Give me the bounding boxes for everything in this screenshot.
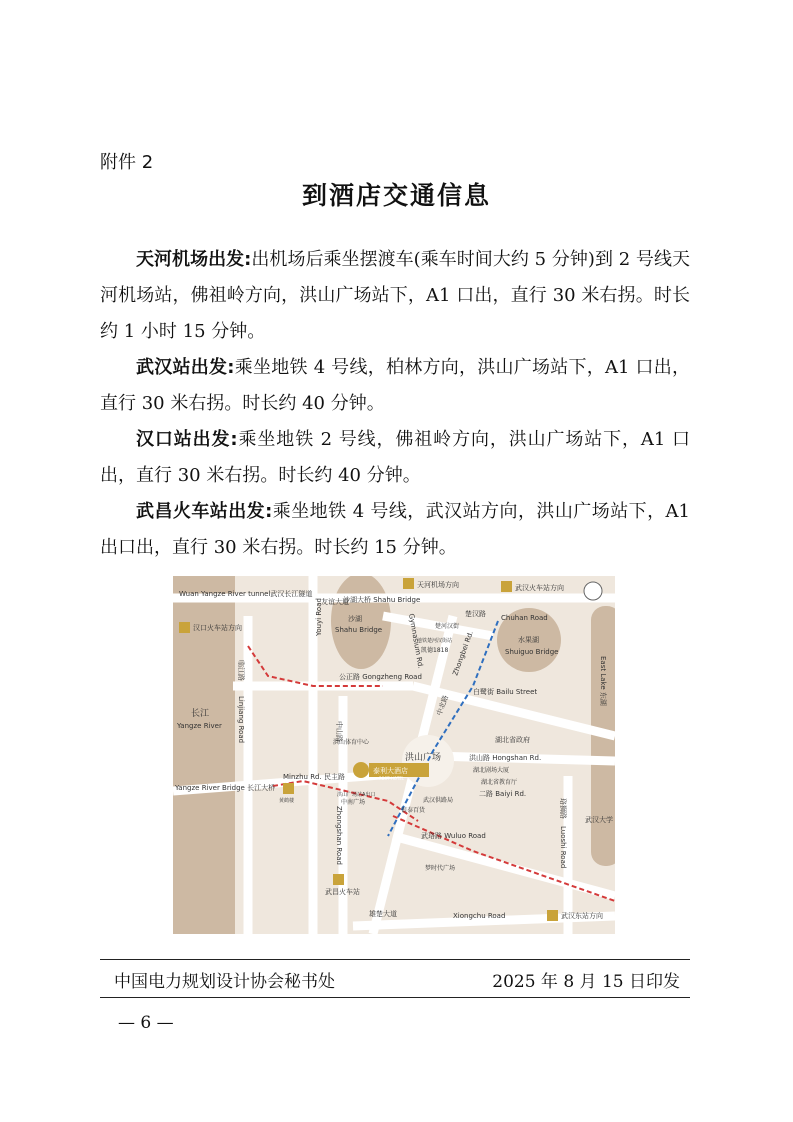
- map-label: 武昌火车站: [325, 888, 360, 896]
- train-icon: [501, 581, 512, 592]
- route-text: 出机场后乘坐摆渡车(乘车时间大约 5 分钟)到 2 号线天河机场站，佛祖岭方向，洪山广场站下，A1 口出，直行 30 米右拐。时长约 1 小时 15 分钟。: [100, 249, 690, 342]
- map-label: 中北路: [435, 694, 451, 717]
- map-label: 洪山广场: [405, 753, 442, 763]
- hotel-name-en: POST HOTEL: [379, 776, 405, 781]
- map-label: 水果湖: [518, 636, 539, 644]
- route-paragraph: [100, 494, 690, 566]
- map-canvas: [173, 576, 615, 934]
- route-text: 乘坐地铁 2 号线，佛祖岭方向，洪山广场站下，A1 口出，直行 30 米右拐。时长约 40 分钟。: [100, 429, 690, 486]
- map-label: 汉口火车站方向: [193, 624, 242, 632]
- map-label: 梦时代广场: [425, 865, 456, 872]
- map-label: 二路 Baiyi Rd.: [479, 790, 527, 798]
- map-label: Xiongchu Road: [453, 912, 506, 920]
- airport-icon: [403, 578, 414, 589]
- map-label: 沙湖大桥 Shahu Bridge: [343, 596, 421, 604]
- map-label: Yangze River Bridge 长江大桥: [175, 784, 276, 792]
- map-label: 公正路 Gongzheng Road: [339, 673, 422, 681]
- footer-date: 2025 年 8 月 15 日印发: [492, 972, 680, 992]
- train-icon: [547, 910, 558, 921]
- page-title: 到酒店交通信息: [301, 181, 491, 210]
- route-lead: 武昌火车站出发:: [136, 501, 273, 522]
- transit-map: [173, 576, 615, 934]
- page-number: — 6 —: [118, 1013, 174, 1033]
- map-label: Chuhan Road: [501, 614, 548, 622]
- map-label: 洪山体育中心: [333, 739, 370, 746]
- map-label: Linjiang Road: [237, 696, 245, 744]
- map-label: 洪山广场站A出口: [337, 792, 376, 798]
- route-paragraph: [100, 350, 690, 422]
- attachment-label: 附件 2: [100, 152, 154, 173]
- map-label: 中山路: [335, 721, 343, 742]
- footer-divider-bottom: [100, 997, 690, 998]
- hotel-marker: [353, 762, 369, 778]
- map-label: Gymnasium Rd.: [407, 612, 425, 670]
- map-label: 临江路: [237, 660, 245, 681]
- metro-line-red-east: [393, 816, 615, 901]
- route-paragraph: [100, 422, 690, 494]
- route-lead: 天河机场出发:: [136, 249, 252, 270]
- map-label: 银泰百货: [401, 807, 426, 814]
- map-label: 中南广场: [341, 799, 366, 806]
- train-icon: [179, 622, 190, 633]
- map-label: Shahu Bridge: [335, 626, 383, 634]
- map-label: 黄鹤楼: [279, 798, 295, 804]
- map-label: Yangze River: [177, 722, 222, 730]
- map-label: 天河机场方向: [417, 581, 459, 589]
- route-paragraph: [100, 242, 690, 350]
- map-label: Minzhu Rd. 民主路: [283, 773, 345, 781]
- map-label: 沙湖: [348, 615, 362, 623]
- train-icon: [333, 874, 344, 885]
- footer-divider-top: [100, 959, 690, 960]
- map-label: 武汉大学: [585, 816, 613, 824]
- map-label: 白鹭街 Bailu Street: [473, 688, 538, 696]
- map-label: 湖北省教育厅: [481, 779, 518, 786]
- map-label: 湖北剧场大厦: [473, 767, 510, 774]
- map-label: Wuan Yangze River tunnel武汉长江隧道: [179, 590, 313, 598]
- map-label: 地铁楚河汉街站: [417, 638, 453, 644]
- map-label: Shuiguo Bridge: [505, 648, 559, 656]
- map-label: Zhongshan Road: [335, 806, 343, 865]
- map-label: 湖北省政府: [495, 736, 530, 744]
- route-lead: 汉口站出发:: [136, 429, 238, 450]
- map-label: 珞狮路: [559, 798, 567, 819]
- route-text: 乘坐地铁 4 号线，柏林方向，洪山广场站下，A1 口出，直行 30 米右拐。时长约 40 分钟。: [100, 357, 690, 414]
- map-label: 武珞路 Wuluo Road: [421, 832, 486, 840]
- map-label: 洪山路 Hongshan Rd.: [469, 754, 542, 762]
- map-label: 长江: [191, 709, 210, 719]
- tower-icon: [283, 783, 294, 794]
- map-label: Youyi Road: [315, 598, 323, 636]
- footer-issuer: 中国电力规划设计协会秘书处: [114, 972, 335, 992]
- route-lead: 武汉站出发:: [136, 357, 235, 378]
- hotel-name: 泰利大酒店: [373, 767, 408, 775]
- map-label: 友谊大道: [321, 598, 349, 606]
- map-label: East Lake 东湖: [599, 656, 607, 706]
- map-label: 武汉火车站方向: [515, 584, 564, 592]
- map-label: 雄楚大道: [369, 910, 397, 918]
- map-label: 武汉东站方向: [561, 912, 603, 920]
- compass-icon: [584, 582, 602, 600]
- map-label: 凯德1818: [421, 647, 449, 654]
- map-label: Luoshi Road: [559, 826, 567, 869]
- map-label: 楚汉路: [465, 610, 486, 618]
- map-label: Zhongbei Rd.: [451, 629, 475, 677]
- map-label: 武汉供路局: [423, 797, 454, 804]
- map-label: 楚河汉街: [435, 623, 460, 630]
- route-text: 乘坐地铁 4 号线，武汉站方向，洪山广场站下，A1 出口出，直行 30 米右拐。时长约 15 分钟。: [100, 501, 690, 558]
- route-list: [100, 242, 690, 566]
